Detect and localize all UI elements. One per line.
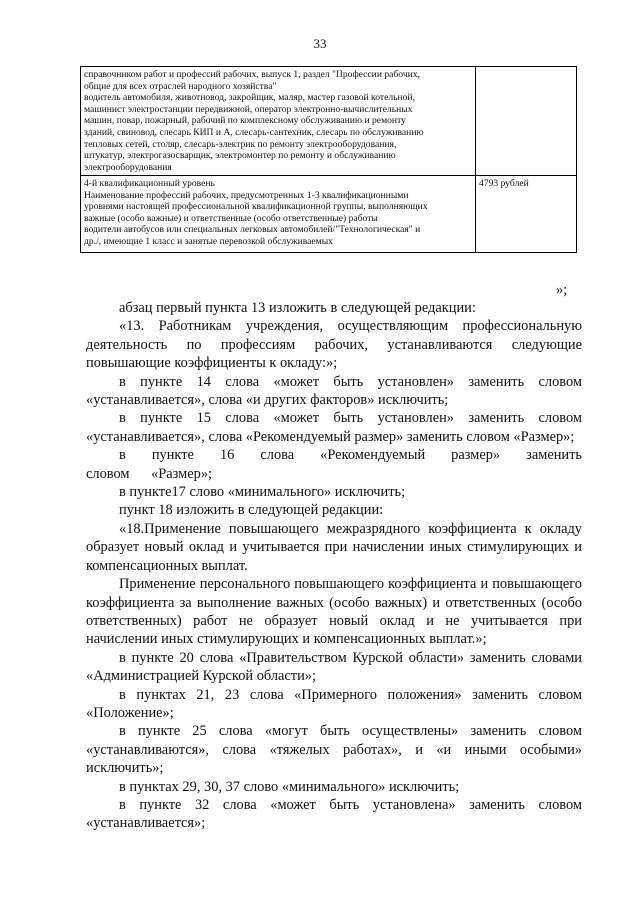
cell-line: тепловых сетей, столяр, слесарь-электрик по ремонту электрооборудования, bbox=[84, 138, 397, 150]
qualification-table bbox=[80, 66, 577, 253]
cell-line: водитель автомобиля, животновод, закройщик, маляр, мастер газовой котельной, bbox=[84, 92, 415, 104]
cell-line: водители автобусов или специальных легковых автомобилей/"Технологическая" и bbox=[84, 224, 421, 236]
cell-line: уровнями настоящей профессиональной квалификационной группы, выполняющих bbox=[84, 201, 428, 213]
paragraph: в пунктах 21, 23 слова «Примерного положения» заменить словом «Положение»; bbox=[86, 686, 582, 721]
cell-line: электрооборудования bbox=[84, 161, 172, 173]
paragraph: в пункте 16 слова «Рекомендуемый размер» заменить словом «Размер»; bbox=[86, 447, 582, 482]
cell-line: машинист электростанции передвижной, оператор электронно-вычислительных bbox=[84, 103, 413, 115]
profession-cell bbox=[81, 67, 476, 176]
cell-line: важные (особо важные) и ответственные (особо ответственные) работы bbox=[84, 212, 378, 224]
paragraph: в пункте 25 слова «могут быть осуществлены» заменить словом «устанавливаются», слова «тяжелых работах», и «и иными особыми» исключить»; bbox=[86, 723, 582, 777]
paragraph: в пункте 32 слова «может быть установлена» заменить словом «устанавливается»; bbox=[86, 796, 582, 832]
cell-line: др./, имеющие 1 класс и занятые перевозкой обслуживаемых bbox=[84, 235, 333, 247]
cell-line: Наименование профессий рабочих, предусмотренных 1-3 квалификационными bbox=[84, 189, 409, 201]
cell-line: зданий, свиновод, слесарь КИП и А, слесарь-сантехник, слесарь по обслуживанию bbox=[84, 126, 424, 138]
salary-cell bbox=[476, 67, 577, 176]
cell-line: общие для всех отраслей народного хозяйства" bbox=[84, 80, 277, 92]
closing-quote: »; bbox=[556, 282, 568, 298]
paragraph: в пункте 20 слова «Правительством Курской области» заменить словами «Администрацией Курской области»; bbox=[86, 649, 582, 685]
paragraph: «13. Работникам учреждения, осуществляющим профессиональную деятельность по профессиям рабочих, устанавливаются следующие повышающие коэффициенты к окладу:»; bbox=[86, 318, 582, 372]
cell-line: 4-й квалификационный уровень bbox=[84, 178, 215, 189]
paragraph: в пунктах 29, 30, 37 слово «минимального» исключить; bbox=[119, 778, 460, 795]
salary-cell: 4793 рублей bbox=[476, 176, 577, 253]
cell-line: справочником работ и профессий рабочих, выпуск 1, раздел "Профессии рабочих, bbox=[84, 69, 420, 80]
paragraph: в пункте17 слово «минимального» исключить; bbox=[119, 484, 406, 501]
cell-line: штукатур, электрогазосварщик, электромонтер по ремонту и обслуживанию bbox=[84, 150, 396, 162]
profession-cell bbox=[81, 176, 476, 253]
paragraph: абзац первый пункта 13 изложить в следующей редакции: bbox=[119, 300, 476, 316]
paragraph: в пункте 14 слова «может быть установлен» заменить словом «устанавливается», слова «и других факторов» исключить; bbox=[86, 373, 582, 409]
table-row bbox=[81, 67, 577, 176]
paragraph: Применение персонального повышающего коэффициента и повышающего коэффициента за выполнение важных (особо важных) и ответственных (особо ответственных) работ не образует новый оклад и не учитывается при начислении иных стимулирующих и компенсационных выплат.»; bbox=[86, 576, 582, 648]
amendment-text bbox=[86, 299, 582, 833]
paragraph: в пункте 15 слова «может быть установлен» заменить словом «устанавливается», слова «Рекомендуемый размер» заменить словом «Размер»; bbox=[86, 410, 582, 445]
page-number: 33 bbox=[313, 36, 327, 51]
paragraph: «18.Применение повышающего межразрядного коэффициента к окладу образует новый оклад и учитывается при начислении иных стимулирующих и компенсационных выплат. bbox=[86, 520, 582, 574]
table-row bbox=[81, 176, 577, 253]
paragraph: пункт 18 изложить в следующей редакции: bbox=[119, 502, 384, 519]
cell-line: машин, повар, пожарный, рабочий по комплексному обслуживанию и ремонту bbox=[84, 115, 406, 127]
